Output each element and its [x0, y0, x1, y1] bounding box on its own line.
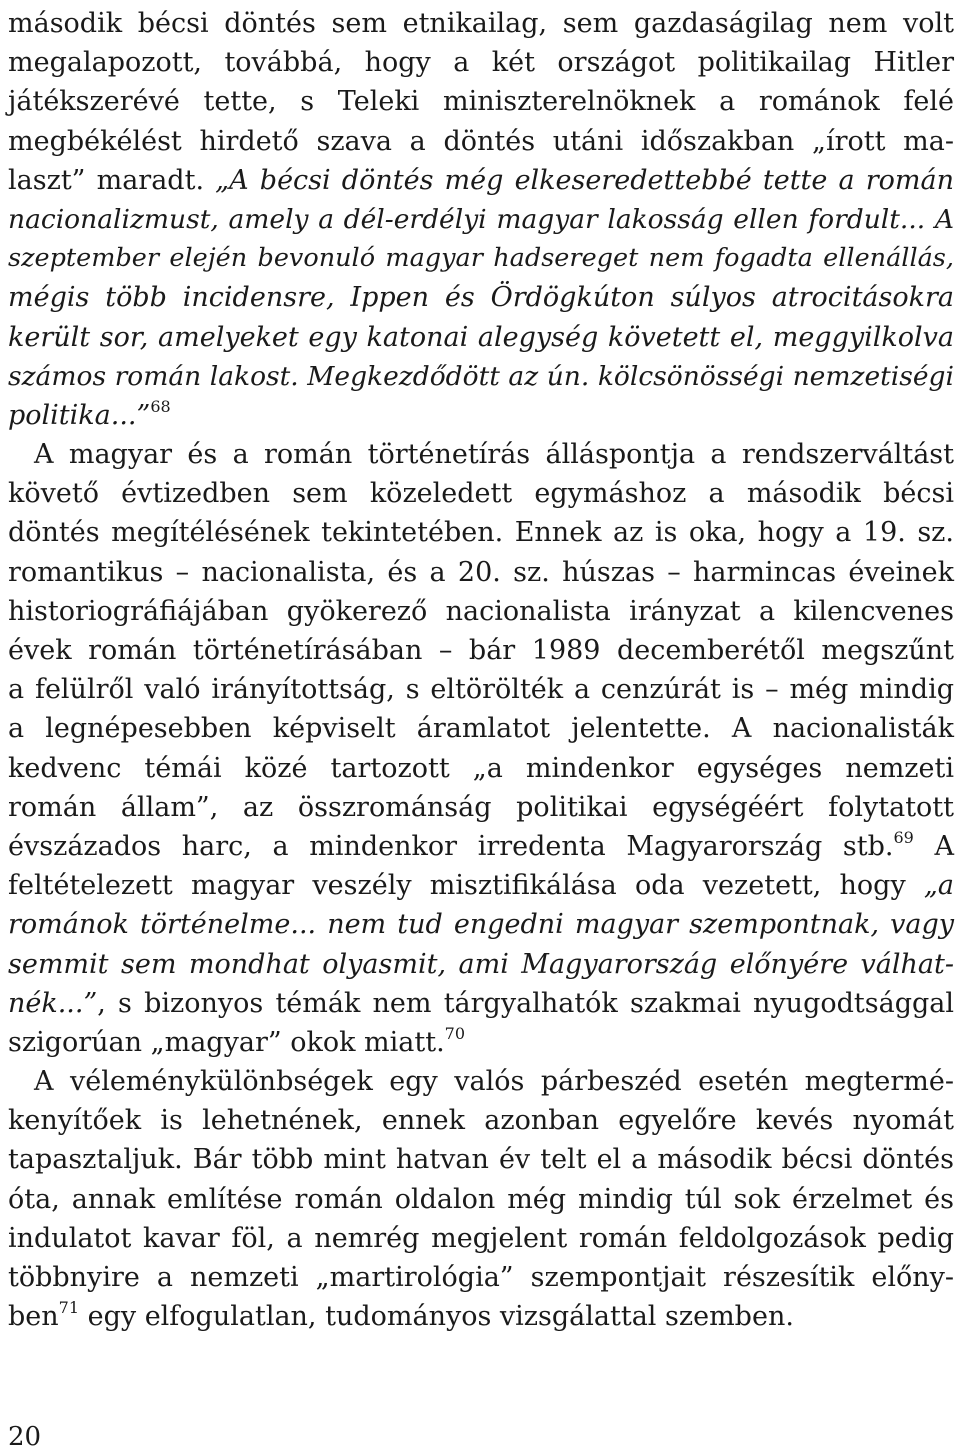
text-segment: feltételezett magyar veszély misztifikálása oda vezetett, hogy	[8, 870, 924, 902]
text-segment: követő évtizedben sem közeledett egymáshoz a második bécsi	[8, 478, 954, 510]
body-text	[8, 4, 954, 1336]
text-line	[8, 1062, 954, 1101]
text-line	[8, 435, 954, 474]
text-segment: egy elfogulatlan, tudományos vizsgálattal szemben.	[79, 1301, 794, 1333]
text-line	[8, 553, 954, 592]
quoted-text: mégis több incidensre, Ippen és Ördögkúton súlyos atrocitásokra	[8, 282, 954, 314]
text-segment: többnyire a nemzeti „martirológia” szempontjait részesítik előny-	[8, 1262, 954, 1293]
text-line	[8, 1258, 954, 1297]
text-line	[8, 1140, 954, 1179]
text-segment: ben	[8, 1301, 59, 1333]
text-line	[8, 1101, 954, 1140]
text-segment: megalapozott, továbbá, hogy a két országot politikailag Hitler	[8, 47, 954, 79]
footnote-reference: 71	[58, 1298, 80, 1318]
text-line	[8, 239, 954, 278]
quoted-text: „a	[923, 870, 954, 902]
text-line	[8, 513, 954, 552]
text-segment: román állam”, az összrománság politikai egységéért folytatott	[8, 791, 954, 823]
text-line	[8, 1297, 954, 1336]
text-segment: a legnépesebben képviselt áramlatot jelentette. A nacionalisták	[8, 713, 954, 745]
text-segment: laszt” maradt.	[8, 164, 216, 196]
text-segment: a felülről való irányítottság, s eltörölték a cenzúrát is – még mindig	[8, 674, 954, 706]
text-segment: második bécsi döntés sem etnikailag, sem gazdaságilag nem volt	[8, 8, 954, 39]
text-segment: játékszerévé tette, s Teleki miniszterelnöknek a románok felé	[8, 86, 954, 118]
text-line	[8, 122, 954, 161]
text-line	[8, 1023, 954, 1062]
text-line	[8, 670, 954, 709]
text-line	[8, 396, 954, 435]
text-line	[8, 1219, 954, 1258]
quoted-text: került sor, amelyeket egy katonai alegység követett el, meggyilkolva	[8, 321, 954, 353]
text-segment: A magyar és a román történetírás álláspontja a rendszerváltást	[34, 439, 954, 471]
text-segment: A véleménykülönbségek egy valós párbeszéd esetén megtermé-	[34, 1066, 954, 1098]
text-segment: szigorúan „magyar” okok miatt.	[8, 1026, 445, 1058]
text-line	[8, 82, 954, 121]
text-segment: döntés megítélésének tekintetében. Ennek az is oka, hogy a 19. sz.	[8, 517, 954, 549]
text-segment: , s bizonyos témák nem tárgyalhatók szakmai nyugodtsággal	[97, 987, 954, 1019]
page-number: 20	[8, 1422, 42, 1452]
text-segment: kenyítőek is lehetnének, ennek azonban egyelőre kevés nyomát	[8, 1105, 954, 1137]
quoted-text: számos román lakost. Megkezdődött az ún. kölcsönösségi nemzetiségi	[8, 360, 954, 392]
quoted-text: politika...”	[8, 399, 151, 431]
text-line	[8, 474, 954, 513]
text-line	[8, 984, 954, 1023]
text-segment: évek román történetírásában – bár 1989 decemberétől megszűnt	[8, 635, 954, 666]
text-line	[8, 945, 954, 984]
text-line	[8, 709, 954, 748]
quoted-text: szeptember elején bevonuló magyar hadsereget nem fogadta ellenállás,	[8, 243, 954, 274]
text-line	[8, 827, 954, 866]
text-segment: óta, annak említése román oldalon még mindig túl sok érzelmet és	[8, 1183, 954, 1215]
quoted-text: nék...”	[8, 987, 98, 1019]
quoted-text: semmit sem mondhat olyasmit, ami Magyarország előnyére válhat-	[8, 948, 954, 980]
text-segment: A	[913, 830, 955, 862]
text-line	[8, 318, 954, 357]
quoted-text: „A bécsi döntés még elkeseredettebbé tette a román	[215, 164, 954, 196]
text-line	[8, 200, 954, 239]
text-line	[8, 357, 954, 396]
text-line	[8, 43, 954, 82]
text-line	[8, 788, 954, 827]
footnote-reference: 68	[150, 396, 171, 416]
text-line	[8, 592, 954, 631]
text-line	[8, 749, 954, 788]
text-segment: romantikus – nacionalista, és a 20. sz. húszas – harmincas éveinek	[8, 556, 954, 588]
text-line	[8, 161, 954, 200]
text-segment: kedvenc témái közé tartozott „a mindenkor egységes nemzeti	[8, 752, 954, 784]
text-line	[8, 866, 954, 905]
text-line	[8, 631, 954, 670]
quoted-text: nacionalizmust, amely a dél-erdélyi magyar lakosság ellen fordult... A	[8, 203, 954, 235]
text-line	[8, 1180, 954, 1219]
footnote-reference: 69	[893, 827, 914, 847]
text-segment: megbékélést hirdető szava a döntés utáni időszakban „írott ma-	[8, 125, 954, 157]
text-line	[8, 278, 954, 317]
quoted-text: románok történelme... nem tud engedni magyar szempontnak, vagy	[8, 909, 954, 941]
text-line	[8, 905, 954, 944]
text-segment: indulatot kavar föl, a nemrég megjelent román feldolgozások pedig	[8, 1222, 954, 1254]
text-line	[8, 4, 954, 43]
text-segment: évszázados harc, a mindenkor irredenta Magyarország stb.	[8, 830, 894, 862]
text-segment: tapasztaljuk. Bár több mint hatvan év telt el a második bécsi döntés	[8, 1144, 954, 1176]
footnote-reference: 70	[444, 1023, 466, 1043]
text-segment: historiográfiájában gyökerező nacionalista irányzat a kilencvenes	[8, 595, 954, 627]
